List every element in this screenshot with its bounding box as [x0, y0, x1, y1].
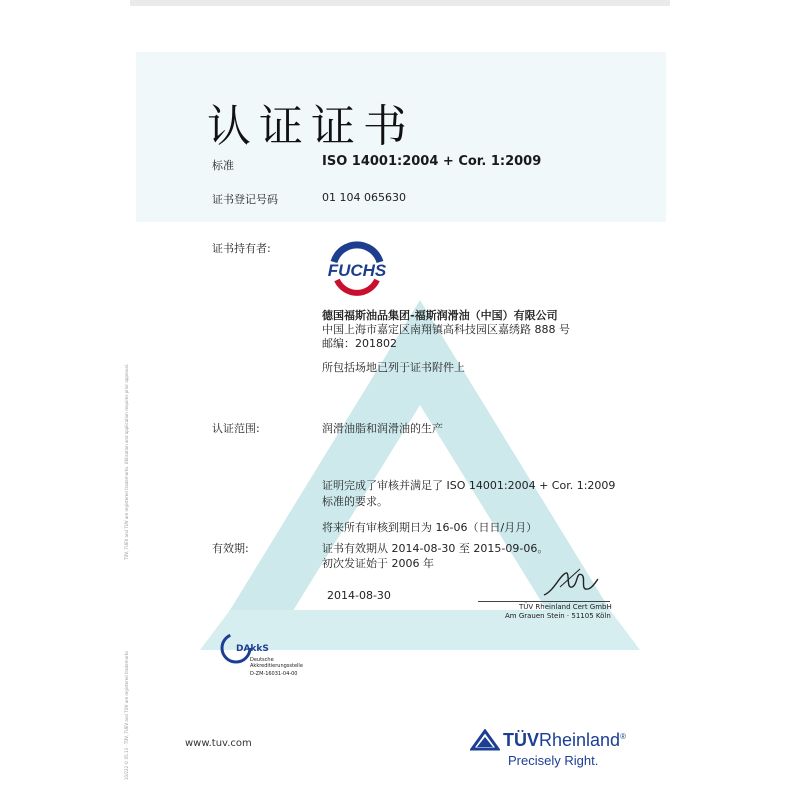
company-postcode: 邮编：201802: [322, 337, 397, 350]
registration-value: 01 104 065630: [322, 191, 406, 204]
tuv-brand-rest: Rheinland: [539, 730, 621, 750]
signature-stroke: [544, 573, 598, 595]
holder-label: 证书持有者:: [212, 242, 271, 255]
side-disclaimer-bottom: 10/222 © 05.13 · TÜV, TUEV and TUV are registered trademarks: [124, 650, 129, 780]
validity-line-2: 初次发证始于 2006 年: [322, 557, 434, 570]
fuchs-logo: [320, 240, 394, 300]
page-title: 认证证书: [207, 101, 415, 152]
scope-value: 润滑油脂和润滑油的生产: [322, 422, 443, 435]
scope-label: 认证范围:: [212, 422, 260, 435]
next-audit-date: 将来所有审核到期日为 16-06（日日/月月）: [322, 521, 538, 534]
dakks-mark: DAkkS: [236, 644, 269, 654]
statement-line-1: 证明完成了审核并满足了 ISO 14001:2004 + Cor. 1:2009: [322, 479, 616, 492]
tuv-reg-mark: ®: [620, 732, 626, 741]
logo-arc-bottom: [337, 280, 377, 293]
tuv-triangle-icon: [470, 729, 500, 751]
tuv-brand: [503, 730, 626, 751]
issuer-address: Am Grauen Stein · 51105 Köln: [505, 612, 611, 620]
company-address: 中国上海市嘉定区南翔镇高科技园区嘉绣路 888 号: [322, 323, 570, 336]
tuv-tagline: Precisely Right.: [508, 753, 599, 768]
sites-note: 所包括场地已列于证书附件上: [322, 361, 465, 374]
dakks-code: D-ZM-16031-04-00: [250, 671, 298, 677]
statement-line-2: 标准的要求。: [322, 495, 388, 508]
website-link[interactable]: www.tuv.com: [185, 738, 252, 749]
signature: [540, 565, 600, 603]
logo-arc-top: [334, 245, 380, 262]
signature-line: [478, 601, 610, 602]
registration-label: 证书登记号码: [212, 193, 278, 206]
validity-label: 有效期:: [212, 542, 249, 555]
validity-line-1: 证书有效期从 2014-08-30 至 2015-09-06。: [322, 542, 549, 555]
company-name: 德国福斯油品集团-福斯润滑油（中国）有限公司: [322, 309, 558, 322]
logo-text: FUCHS: [327, 261, 387, 280]
dakks-line-2: Akkreditierungsstelle: [250, 663, 303, 669]
issuer-name: TÜV Rheinland Cert GmbH: [519, 603, 612, 611]
standard-value: ISO 14001:2004 + Cor. 1:2009: [322, 154, 542, 169]
side-disclaimer-top: TÜV, TUEV and TUV are registered trademarks. Utilisation and application requires prior approval.: [124, 363, 129, 560]
dakks-line-1: Deutsche: [250, 657, 274, 663]
standard-label: 标准: [212, 159, 234, 172]
tuv-brand-bold: TÜV: [503, 730, 539, 750]
issue-date: 2014-08-30: [327, 589, 391, 602]
